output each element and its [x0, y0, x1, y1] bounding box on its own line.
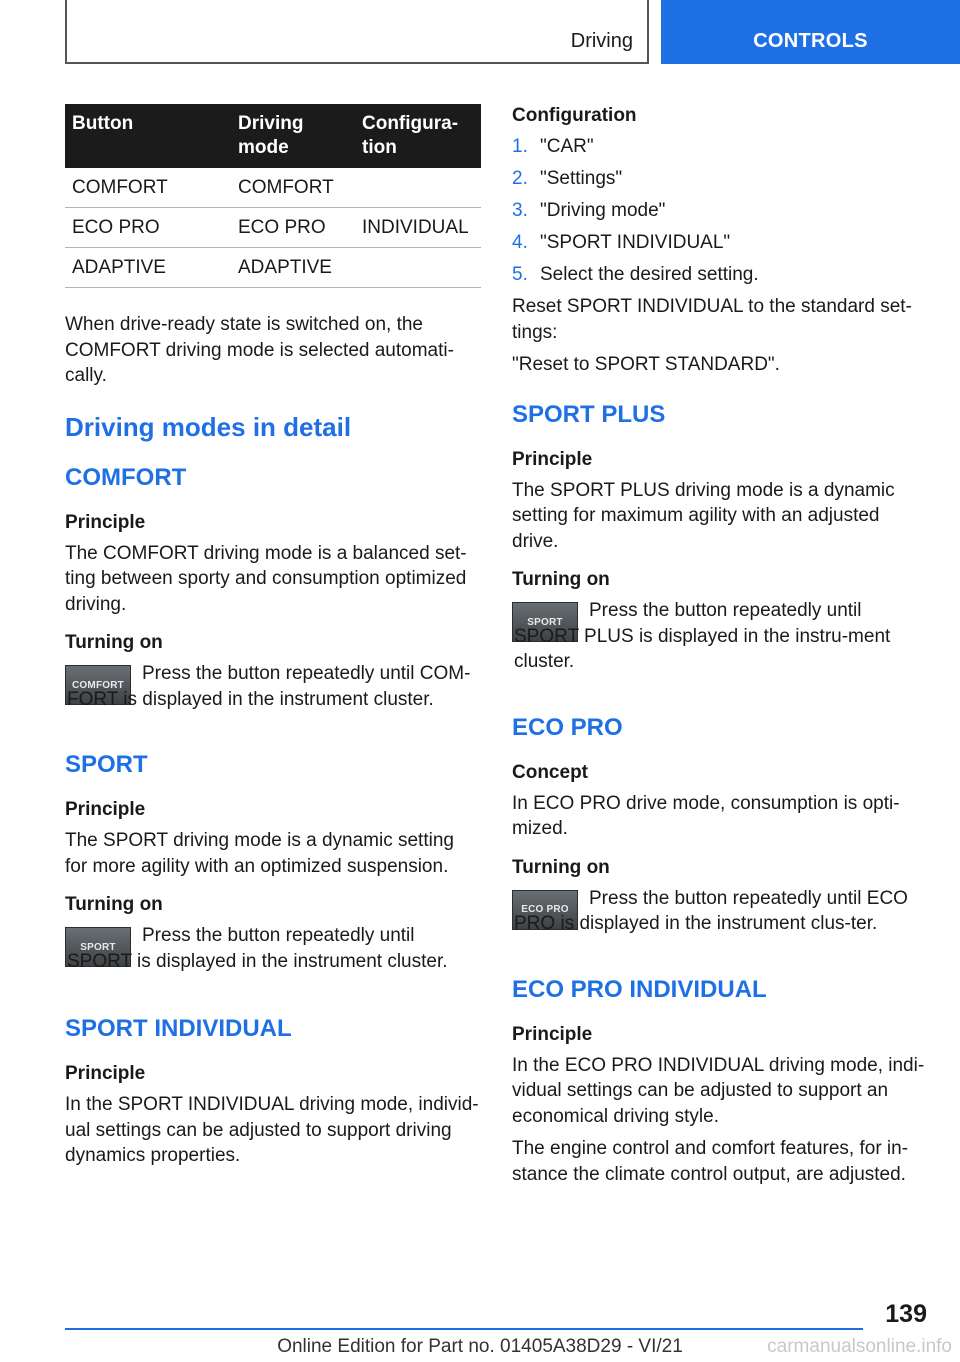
- table-cell: COMFORT: [65, 168, 231, 208]
- table-row: [65, 208, 481, 248]
- intro-paragraph: When drive-ready state is switched on, the COMFORT driving mode is selected automati-cally.: [65, 314, 454, 386]
- eco-pro-individual-principle-text: In the ECO PRO INDIVIDUAL driving mode, indi-vidual settings can be adjusted to support an economical driving style.: [512, 1054, 925, 1127]
- eco-pro-button-icon: ECO PRO: [512, 890, 578, 930]
- configuration-heading: Configuration: [512, 105, 637, 126]
- table-cell: [355, 168, 481, 208]
- left-column: [65, 104, 481, 1176]
- list-item: [512, 134, 928, 160]
- sport-plus-principle-text: The SPORT PLUS driving mode is a dynamic setting for maximum agility with an adjusted drive.: [512, 479, 895, 552]
- eco-pro-turning-on-heading: Turning on: [512, 856, 610, 878]
- sport-individual-principle-heading: Principle: [65, 1063, 146, 1084]
- comfort-heading: COMFORT: [65, 463, 187, 491]
- table-header-cell: Configura-tion: [355, 104, 481, 168]
- sport-plus-turning-on-heading: Turning on: [512, 569, 610, 590]
- step-text: "Settings": [540, 168, 623, 189]
- comfort-button-icon: COMFORT: [65, 665, 131, 705]
- comfort-principle-text: The COMFORT driving mode is a balanced set-ting between sporty and consumption optimized driving.: [65, 542, 467, 615]
- reset-text: Reset SPORT INDIVIDUAL to the standard set-tings:: [512, 296, 912, 343]
- table-cell: ADAPTIVE: [231, 248, 355, 288]
- sport-turning-on: [65, 923, 481, 974]
- step-text: "SPORT INDIVIDUAL": [540, 232, 731, 253]
- eco-pro-concept-text: In ECO PRO drive mode, consumption is opti-mized.: [512, 792, 900, 839]
- step-number: 1.: [512, 136, 528, 157]
- eco-pro-turning-on: [512, 886, 928, 937]
- sport-individual-heading: SPORT INDIVIDUAL: [65, 1015, 292, 1042]
- right-column: [512, 104, 928, 1194]
- watermark: carmanualsonline.info: [767, 1336, 952, 1357]
- sport-principle-heading: Principle: [65, 799, 146, 820]
- driving-mode-table: [65, 104, 481, 288]
- footer-edition: Online Edition for Part no. 01405A38D29 - VI/21: [277, 1336, 683, 1357]
- header-chapter-tab: [661, 0, 960, 64]
- table-cell: ADAPTIVE: [65, 248, 231, 288]
- list-item: [512, 230, 928, 256]
- table-cell: INDIVIDUAL: [355, 208, 481, 248]
- comfort-turning-on-heading: Turning on: [65, 632, 163, 653]
- sport-plus-heading: SPORT PLUS: [512, 400, 666, 428]
- eco-pro-individual-extra-text: The engine control and comfort features, for in-stance the climate control output, are adjusted.: [512, 1138, 909, 1185]
- eco-pro-heading: ECO PRO: [512, 713, 623, 741]
- sport-heading: SPORT: [65, 751, 148, 778]
- table-cell: COMFORT: [231, 168, 355, 208]
- eco-pro-turning-on-text: Press the button repeatedly until ECO PRO is displayed in the instrument clus-ter.: [514, 887, 908, 934]
- footer-divider: [65, 1328, 863, 1330]
- table-cell: [355, 248, 481, 288]
- eco-pro-individual-heading: ECO PRO INDIVIDUAL: [512, 975, 767, 1003]
- table-header-cell: Button: [65, 104, 231, 168]
- list-item: [512, 262, 928, 288]
- step-number: 4.: [512, 232, 528, 253]
- table-cell: ECO PRO: [231, 208, 355, 248]
- header-section-box: [65, 0, 649, 64]
- table-row: [65, 248, 481, 288]
- step-number: 2.: [512, 168, 528, 189]
- sport-principle-text: The SPORT driving mode is a dynamic setting for more agility with an optimized suspension.: [65, 830, 454, 877]
- step-number: 5.: [512, 264, 528, 285]
- sport-plus-principle-heading: Principle: [512, 448, 593, 470]
- table-cell: ECO PRO: [65, 208, 231, 248]
- comfort-principle-heading: Principle: [65, 511, 146, 533]
- sport-turning-on-heading: Turning on: [65, 894, 163, 915]
- step-text: Select the desired setting.: [540, 264, 759, 285]
- comfort-turning-on: [65, 661, 481, 712]
- section-heading: Driving modes in detail: [65, 411, 352, 442]
- table-header-cell: Driving mode: [231, 104, 355, 168]
- header-section-title: Driving: [570, 30, 633, 52]
- step-text: "Driving mode": [540, 200, 666, 221]
- sport-button-icon: SPORT: [65, 927, 131, 967]
- table-header-row: [65, 104, 481, 168]
- eco-pro-individual-principle-heading: Principle: [512, 1023, 593, 1045]
- eco-pro-concept-heading: Concept: [512, 761, 588, 783]
- sport-individual-principle-text: In the SPORT INDIVIDUAL driving mode, individ-ual settings can be adjusted to support driving dynamics properties.: [65, 1094, 479, 1166]
- reset-action-text: "Reset to SPORT STANDARD".: [512, 354, 780, 375]
- header-chapter-title: CONTROLS: [753, 30, 868, 52]
- comfort-turning-on-text: Press the button repeatedly until COM-FORT is displayed in the instrument cluster.: [67, 663, 471, 710]
- table-row: [65, 168, 481, 208]
- step-text: "CAR": [540, 136, 594, 157]
- sport-plus-turning-on: [512, 598, 928, 675]
- configuration-steps: [512, 134, 928, 288]
- step-number: 3.: [512, 200, 528, 221]
- sport-plus-turning-on-text: Press the button repeatedly until SPORT PLUS is displayed in the instru-ment cluster.: [514, 600, 891, 672]
- sport-button-icon: SPORT: [512, 602, 578, 642]
- page-number: 139: [885, 1300, 927, 1328]
- list-item: [512, 198, 928, 224]
- sport-turning-on-text: Press the button repeatedly until SPORT is displayed in the instrument cluster.: [67, 925, 448, 972]
- list-item: [512, 166, 928, 192]
